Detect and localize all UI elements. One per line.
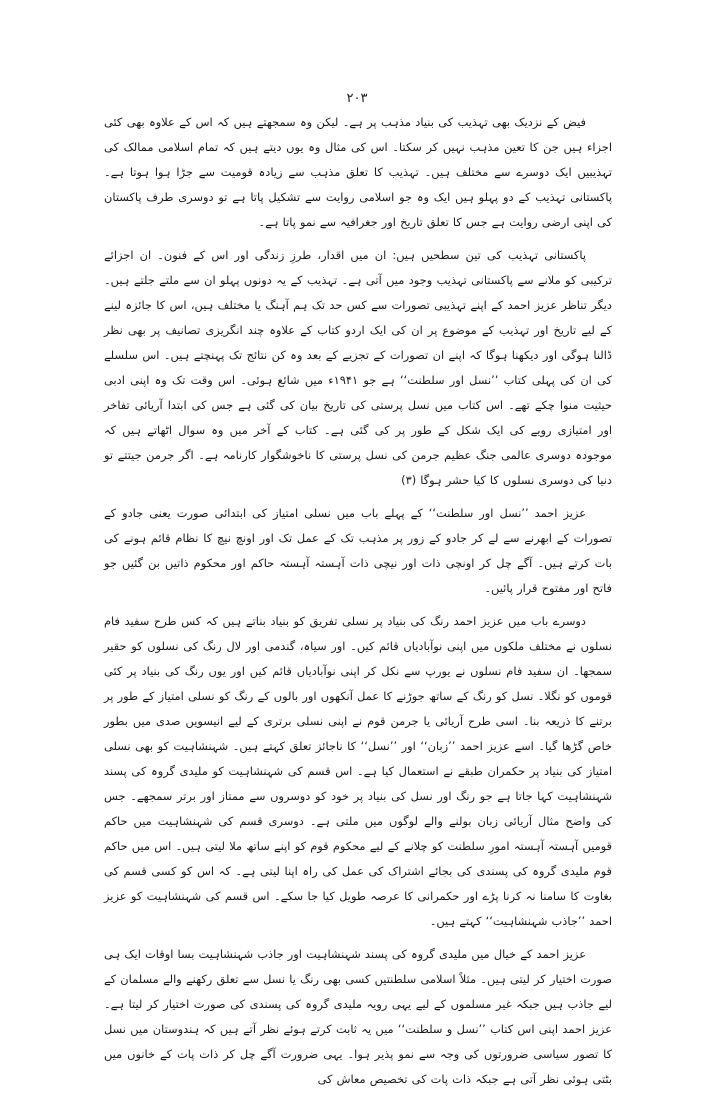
paragraph-5: عزیز احمد کے خیال میں ملیدی گروہ کی پسند شہنشاہیت اور جاذب شہنشاہیت بسا اوقات ایک ہی صورت اختیار کر لیتی ہیں۔ مثلاً اسلامی سلطنتیں کسی بھی رنگ یا نسل سے تعلق رکھنے والے مسلمان کے لیے جاذب ہیں جبکہ غیر مسلموں کے لیے یہی رویہ ملیدی گروہ کی پسندی کی صورت اختیار کر لیتا ہے۔ عزیز احمد اپنی اس کتاب ’’نسل و سلطنت‘‘ میں یہ ثابت کرتے ہوئے نظر آتے ہیں کہ ہندوستان میں نسل کا تصور سیاسی ضرورتوں کی وجہ سے نمو پذیر ہوا۔ یہی ضرورت آگے چل کر ذات پات کے خانوں میں بٹتی ہوئی نظر آتی ہے جبکہ ذات پات کی تخصیص معاش کی — [104, 947, 612, 1086]
page-number: ۲۰۳ — [346, 91, 368, 106]
text-body — [104, 110, 612, 1100]
paragraph-2: پاکستانی تہذیب کی تین سطحیں ہیں: ان میں اقدار، طرزِ زندگی اور اس کے فنون۔ ان اجزائے ترکیبی کو ملانے سے پاکستانی تہذیب وجود میں آتی ہے۔ تہذیب کے یہ دونوں پہلو ان سے ملتے جلتے ہیں۔ دیگر تناظر عزیز احمد کے اپنے تہذیبی تصورات سے کس حد تک ہم آہنگ یا مختلف ہیں، اس کا جائزہ لینے کے لیے تاریخ اور تہذیب کے موضوع پر ان کی ایک اردو کتاب کے علاوہ چند انگریزی تصانیف پر بھی نظر ڈالنا ہوگی اور دیکھنا ہوگا کہ اپنے ان تصورات کے تجزیے کے بعد وہ کن نتائج تک پہنچتے ہیں۔ اس سلسلے کی ان کی پہلی کتاب ’’نسل اور سلطنت‘‘ ہے جو ۱۹۴۱ء میں شائع ہوئی۔ اس وقت تک وہ اپنی ادبی حیثیت منوا چکے تھے۔ اس کتاب میں نسل پرستی کی تاریخ بیان کی گئی ہے جس کی ابتدا آریائی تفاخر اور امتیازی رویے کی ایک شکل کے طور پر کی گئی ہے۔ کتاب کے آخر میں وہ سوال اٹھاتے ہیں کہ موجودہ دوسری عالمی جنگ عظیم جرمن کی نسل پرستی کا ناخوشگوار کارنامہ ہے۔ اگر جرمن جیتتے تو دنیا کی دوسری نسلوں کا کیا حشر ہوگا (۳) — [104, 248, 612, 487]
paragraph-1: فیض کے نزدیک بھی تہذیب کی بنیاد مذہب پر ہے۔ لیکن وہ سمجھتے ہیں کہ اس کے علاوہ بھی کئی اجزاء ہیں جن کا تعین مذہب نہیں کر سکتا۔ اس کی مثال وہ یوں دیتے ہیں کہ تمام اسلامی ممالک کی تہذیبیں ایک دوسرے سے مختلف ہیں۔ تہذیب کا تعلق مذہب سے زیادہ قومیت سے جڑا ہوا ہوتا ہے۔ پاکستانی تہذیب کے دو پہلو ہیں ایک وہ جو اسلامی روایت سے تشکیل پاتا ہے تو دوسری طرف پاکستان کی اپنی ارضی روایت ہے جس کا تعلق تاریخ اور جغرافیہ سے نمو پاتا ہے۔ — [104, 115, 612, 229]
paragraph-3: عزیز احمد ’’نسل اور سلطنت‘‘ کے پہلے باب میں نسلی امتیاز کی ابتدائی صورت یعنی جادو کے تصورات کے ابھرنے سے لے کر جادو کے زور پر مذہب تک کے عمل تک اور اونچ نیچ کا نظام قائم ہونے کی بات کرتے ہیں۔ آگے چل کر اونچی ذات اور نیچی ذات آہستہ آہستہ حاکم اور محکوم ذاتیں بن گئیں جو فاتح اور مفتوح قرار پائیں۔ — [104, 506, 612, 595]
paragraph-4: دوسرے باب میں عزیز احمد رنگ کی بنیاد پر نسلی تفریق کو بنیاد بناتے ہیں کہ کس طرح سفید فام نسلوں نے مختلف ملکوں میں اپنی نوآبادیاں قائم کیں۔ اور سیاہ، گندمی اور لال رنگ کی نسلوں کو حقیر سمجھا۔ ان سفید فام نسلوں نے یورپ سے نکل کر اپنی نوآبادیاں قائم کیں اور یوں رنگ کی بنیاد پر کئی قوموں کو نگلا۔ نسل کو رنگ کے ساتھ جوڑنے کا عمل آنکھوں اور بالوں کے رنگ کو نسلی امتیاز کے طور پر برتنے کا ذریعہ بنا۔ اسی طرح آریائی یا جرمن قوم نے اپنی نسلی برتری کے لیے انیسویں صدی میں بطور خاص گڑھا گیا۔ اسے عزیز احمد ’’زبان‘‘ اور ’’نسل‘‘ کا ناجائز تعلق کہتے ہیں۔ شہنشاہیت کو بھی نسلی امتیاز کی بنیاد پر حکمران طبقے نے استعمال کیا ہے۔ اس قسم کی شہنشاہیت کو ملیدی گروہ کی پسند شہنشاہیت کہا جاتا ہے جو رنگ اور نسل کی بنیاد پر خود کو دوسروں سے ممتاز اور برتر سمجھے۔ جس کی واضح مثال آریائی زبان بولنے والے لوگوں میں ملتی ہے۔ دوسری قسم کی شہنشاہیت میں حاکم قومیں آہستہ آہستہ امورِ سلطنت کو چلانے کے لیے محکوم قوم کو اپنے ساتھ ملا لیتی ہیں۔ اس میں حاکم قوم ملیدی گروہ کی پسندی کی بجائے اشتراک کی عمل کی راہ اپنا لیتی ہے۔ کہ اس کو کسی قسم کی بغاوت کا سامنا نہ کرنا پڑے اور حکمرانی کا عرصہ طویل کیا جا سکے۔ اس قسم کی شہنشاہیت کو عزیز احمد ’’جاذب شہنشاہیت‘‘ کہتے ہیں۔ — [104, 614, 612, 928]
